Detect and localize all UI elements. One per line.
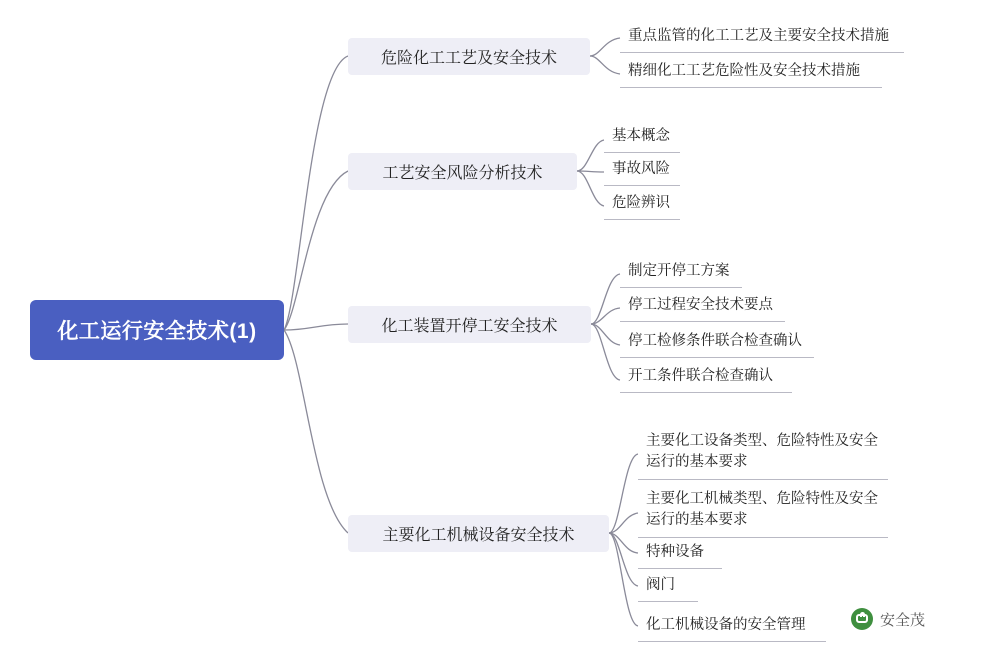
leaf-node-3-1[interactable] — [624, 261, 764, 285]
leaf-underline-2-2 — [604, 185, 680, 186]
leaf-underline-1-1 — [620, 52, 904, 53]
leaf-node-3-1-label: 制定开停工方案 — [628, 263, 730, 279]
leaf-node-2-1[interactable] — [608, 126, 698, 150]
leaf-node-2-2-label: 事故风险 — [612, 161, 670, 177]
root-node[interactable] — [30, 300, 284, 360]
leaf-node-2-1-label: 基本概念 — [612, 128, 670, 144]
leaf-underline-3-2 — [620, 321, 785, 322]
leaf-node-1-1-label: 重点监管的化工工艺及主要安全技术措施 — [628, 28, 889, 44]
branch-node-3-label: 化工装置开停工安全技术 — [381, 318, 558, 335]
root-node-label: 化工运行安全技术(1) — [57, 320, 257, 343]
leaf-node-2-3-label: 危险辨识 — [612, 195, 670, 211]
branch-node-2[interactable] — [348, 153, 577, 190]
leaf-underline-3-1 — [620, 287, 742, 288]
leaf-node-1-2-label: 精细化工工艺危险性及安全技术措施 — [628, 63, 860, 79]
branch-node-4[interactable] — [348, 515, 609, 552]
branch-node-3[interactable] — [348, 306, 591, 343]
shield-lock-icon — [851, 608, 873, 630]
leaf-node-3-2[interactable] — [624, 295, 804, 319]
leaf-underline-4-4 — [638, 601, 698, 602]
leaf-node-1-2[interactable] — [624, 61, 889, 85]
leaf-underline-4-1 — [638, 479, 888, 480]
leaf-underline-3-4 — [620, 392, 792, 393]
leaf-underline-4-2 — [638, 537, 888, 538]
branch-node-1-label: 危险化工工艺及安全技术 — [380, 50, 557, 67]
leaf-node-4-5-label: 化工机械设备的安全管理 — [646, 617, 806, 633]
leaf-node-2-3[interactable] — [608, 193, 698, 217]
leaf-node-3-3-label: 停工检修条件联合检查确认 — [628, 333, 802, 349]
leaf-node-4-2-label: 主要化工机械类型、危险特性及安全运行的基本要求 — [646, 491, 878, 529]
watermark-label: 安全茂 — [880, 611, 926, 629]
leaf-underline-3-3 — [620, 357, 814, 358]
branch-node-4-label: 主要化工机械设备安全技术 — [382, 527, 575, 544]
leaf-underline-2-3 — [604, 219, 680, 220]
leaf-node-4-3[interactable] — [642, 542, 762, 566]
branch-node-2-label: 工艺安全风险分析技术 — [382, 165, 543, 182]
leaf-node-4-5[interactable] — [642, 615, 842, 639]
leaf-node-1-1[interactable] — [624, 26, 904, 50]
leaf-node-3-4-label: 开工条件联合检查确认 — [628, 368, 773, 384]
leaf-node-4-2[interactable] — [642, 489, 894, 535]
leaf-node-4-1-label: 主要化工设备类型、危险特性及安全运行的基本要求 — [646, 433, 878, 471]
leaf-underline-2-1 — [604, 152, 680, 153]
leaf-node-3-4[interactable] — [624, 366, 804, 390]
watermark — [851, 608, 925, 630]
leaf-underline-4-5 — [638, 641, 826, 642]
leaf-node-3-2-label: 停工过程安全技术要点 — [628, 297, 773, 313]
leaf-node-4-3-label: 特种设备 — [646, 544, 704, 560]
leaf-node-4-1[interactable] — [642, 431, 894, 477]
leaf-underline-4-3 — [638, 568, 722, 569]
leaf-node-2-2[interactable] — [608, 159, 698, 183]
leaf-node-4-4[interactable] — [642, 575, 762, 599]
leaf-underline-1-2 — [620, 87, 882, 88]
leaf-node-4-4-label: 阀门 — [646, 577, 675, 593]
leaf-node-3-3[interactable] — [624, 331, 824, 355]
branch-node-1[interactable] — [348, 38, 590, 75]
